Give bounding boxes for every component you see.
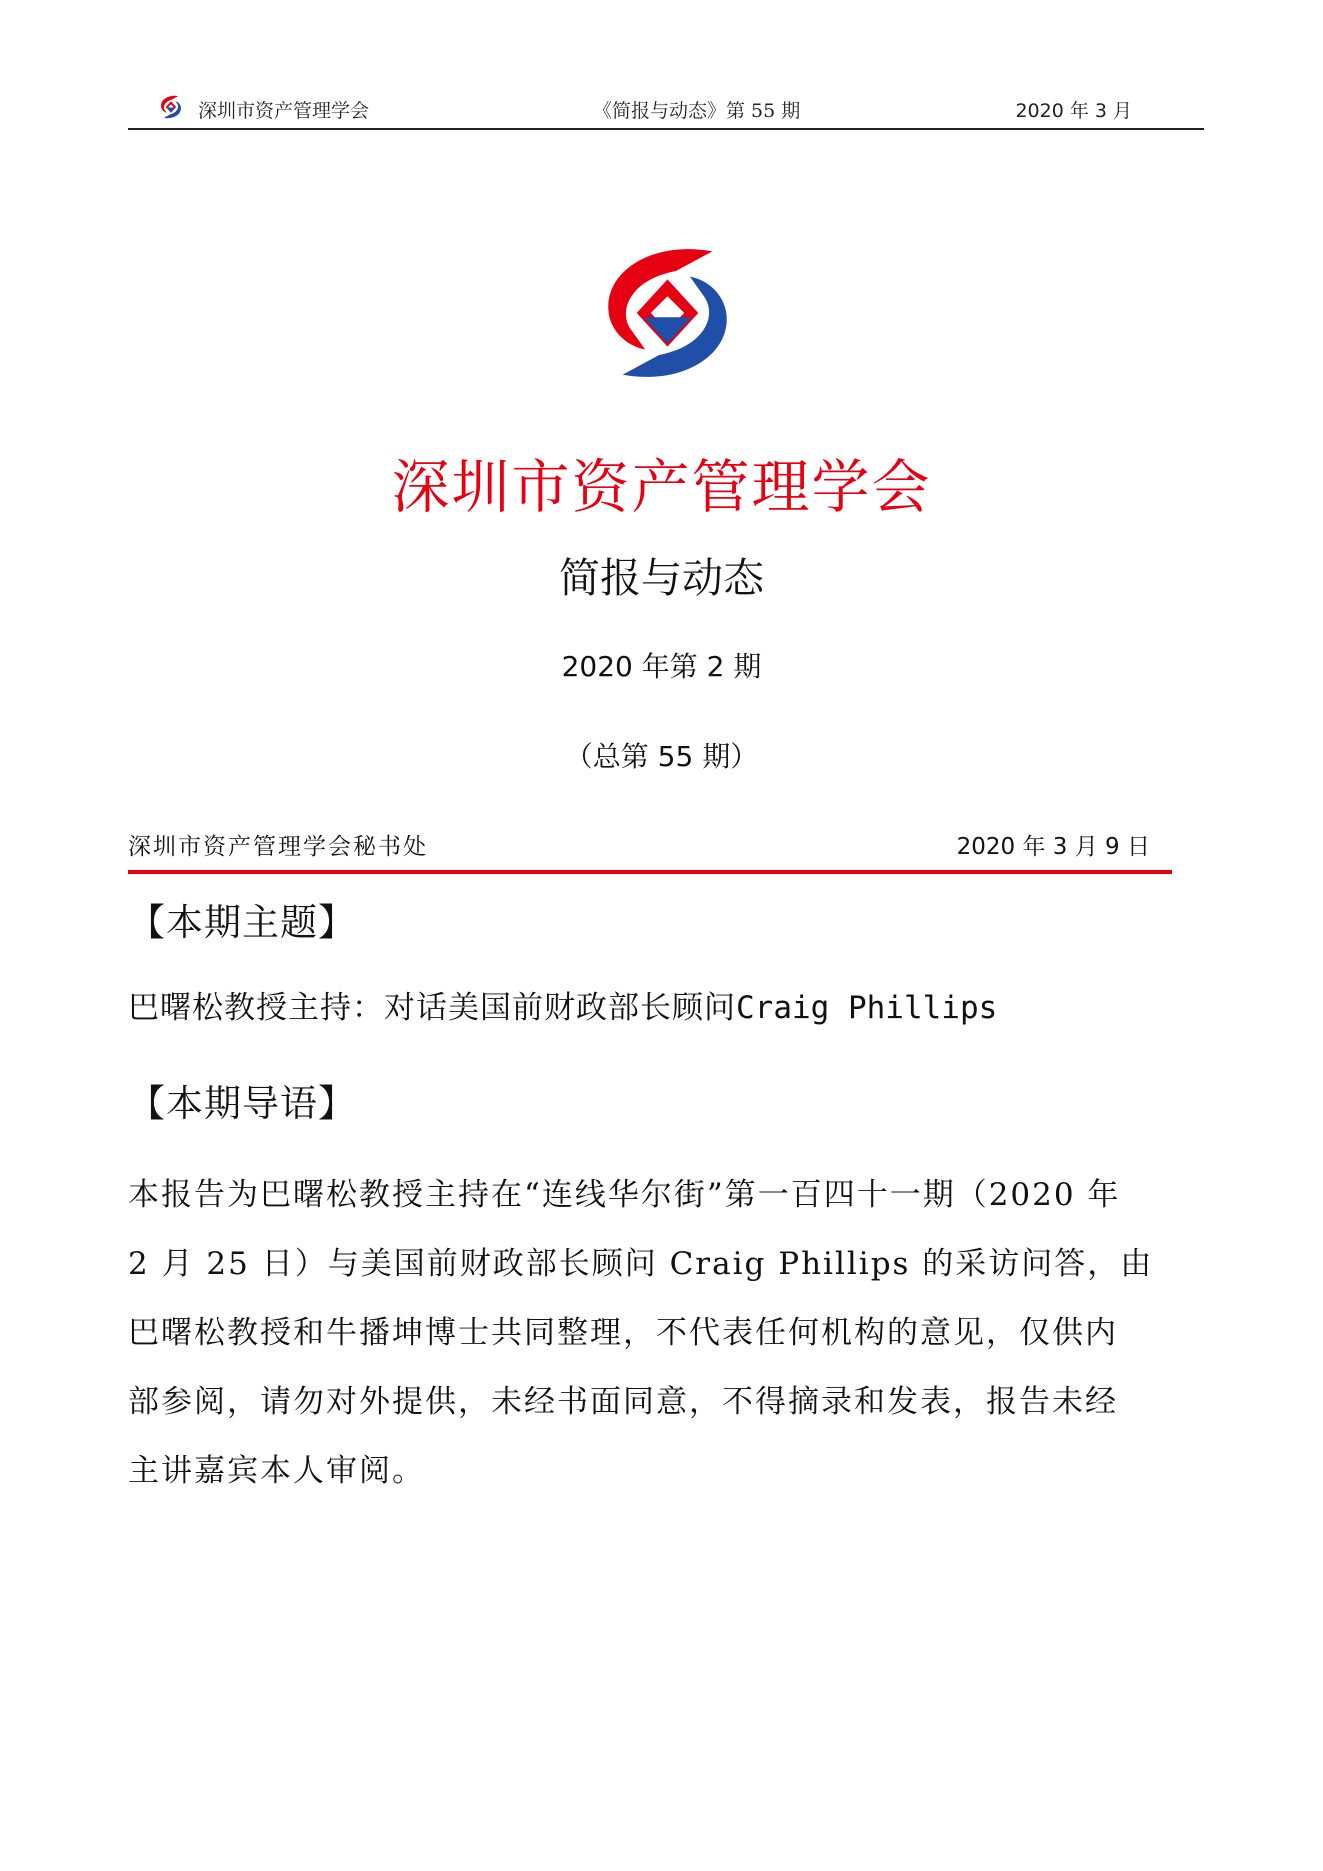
intro-line: 巴曙松教授和牛播坤博士共同整理，不代表任何机构的意见，仅供内 (128, 1315, 1118, 1351)
issuer-row (128, 828, 1172, 868)
issue-date: 2020 年 3 月 9 日 (956, 834, 1150, 860)
header-org-name: 深圳市资产管理学会 (198, 100, 370, 122)
issuer-name: 深圳市资产管理学会秘书处 (128, 834, 428, 860)
topic-text (128, 982, 997, 1027)
header-date: 2020 年 3 月 (1015, 100, 1132, 122)
org-logo-icon (158, 94, 184, 120)
org-title: 深圳市资产管理学会 (391, 453, 932, 521)
topic-guest-name: Craig Phillips (736, 990, 998, 1026)
running-header (128, 88, 1204, 130)
intro-line: 2 月 25 日）与美国前财政部长顾问 Craig Phillips 的采访问答，由 (128, 1246, 1154, 1282)
intro-line: 部参阅，请勿对外提供，未经书面同意，不得摘录和发表，报告未经 (128, 1384, 1118, 1420)
intro-heading: 【本期导语】 (128, 1082, 356, 1125)
total-issue-number: （总第 55 期） (564, 740, 759, 773)
topic-heading: 【本期主题】 (128, 901, 356, 944)
red-divider (128, 870, 1172, 874)
intro-line: 主讲嘉宾本人审阅。 (128, 1453, 425, 1489)
issue-number: 2020 年第 2 期 (561, 650, 762, 683)
org-logo-icon (595, 243, 740, 383)
topic-text-cn: 巴曙松教授主持：对话美国前财政部长顾问 (128, 990, 736, 1026)
intro-line: 本报告为巴曙松教授主持在“连线华尔街”第一百四十一期（2020 年 (128, 1177, 1121, 1213)
intro-paragraph (128, 1161, 1204, 1506)
publication-title: 简报与动态 (559, 554, 764, 602)
header-publication: 《简报与动态》第 55 期 (593, 100, 801, 122)
